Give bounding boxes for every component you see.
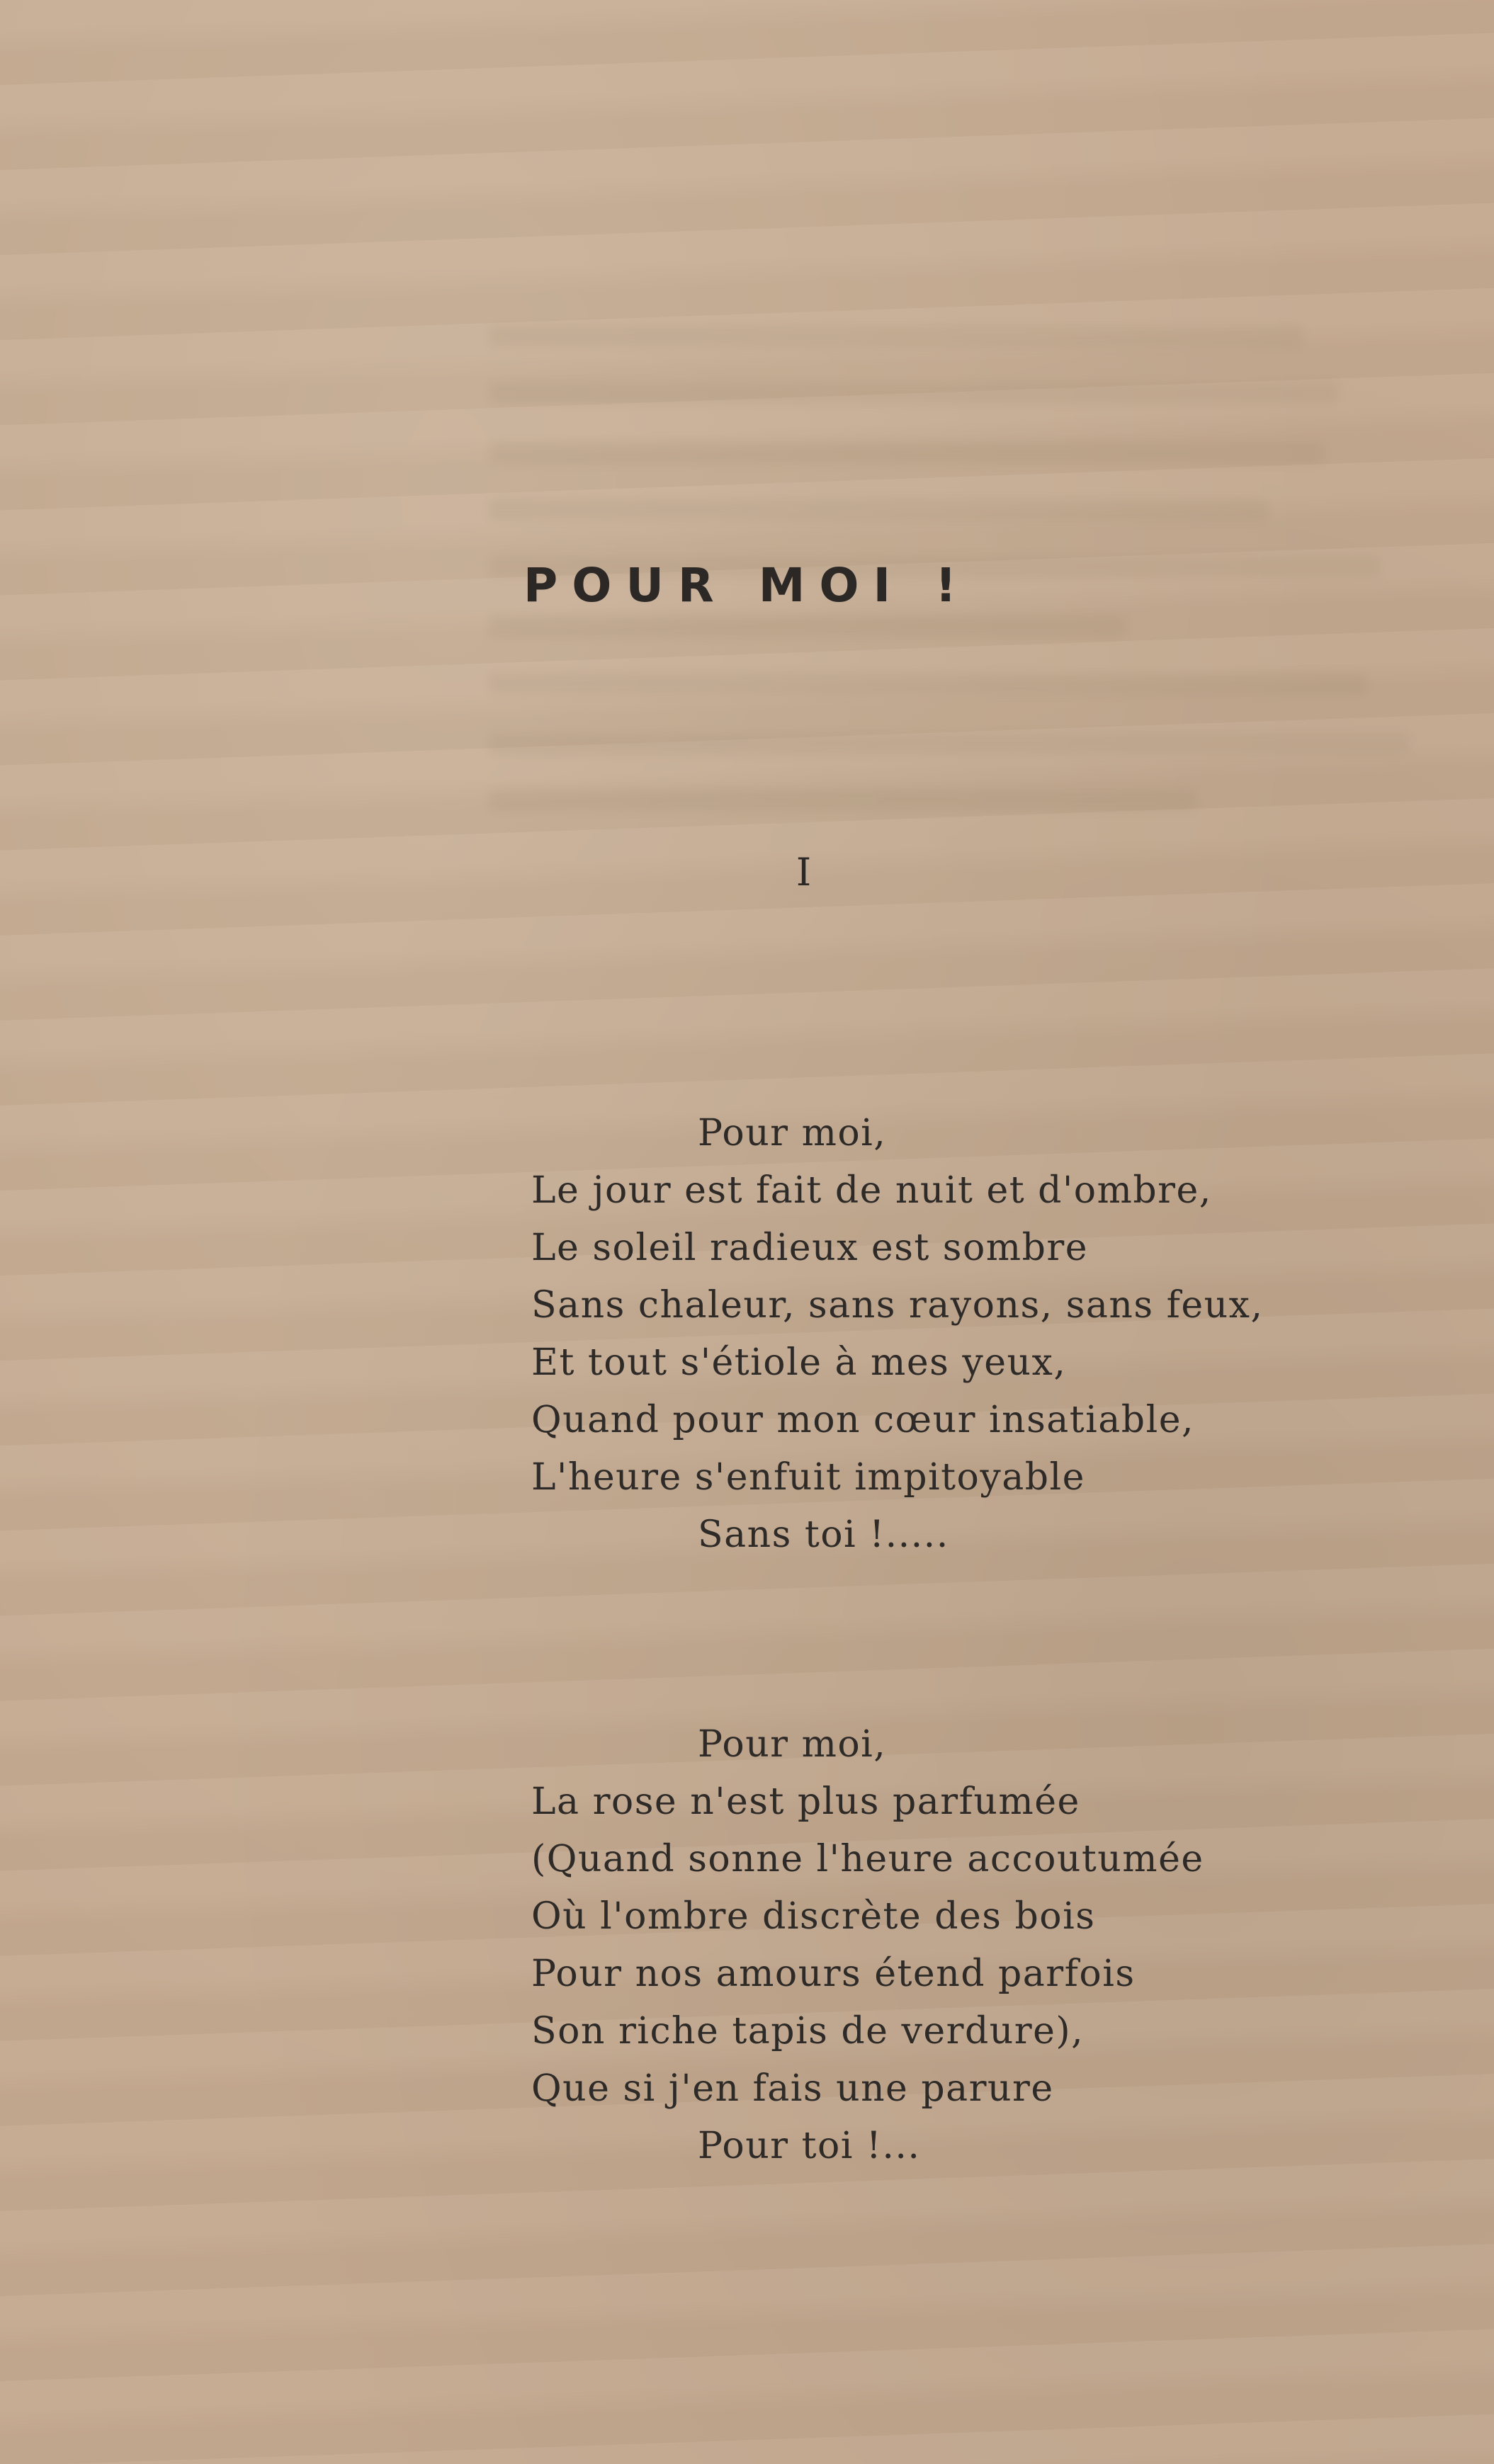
stanza-2 [531, 1716, 1452, 2175]
verse-line: Pour moi, [698, 1723, 887, 1766]
verse-line: Sans chaleur, sans rayons, sans feux, [531, 1284, 1264, 1327]
stanza-1 [531, 1105, 1452, 1564]
verse-line: (Quand sonne l'heure accoutumée [531, 1838, 1204, 1880]
verse-line: La rose n'est plus parfumée [531, 1781, 1080, 1823]
verse-line: Quand pour mon cœur insatiable, [531, 1399, 1195, 1441]
verse-line: Où l'ombre discrète des bois [531, 1895, 1096, 1938]
verse-line: Que si j'en fais une parure [531, 2067, 1054, 2110]
verse-line: Pour nos amours étend parfois [531, 1953, 1136, 1995]
verse-line: Son riche tapis de verdure), [531, 2010, 1085, 2053]
verse-line: Pour moi, [698, 1112, 887, 1154]
verse-line: Et tout s'étiole à mes yeux, [531, 1341, 1067, 1384]
verse-line: Pour toi !... [698, 2125, 921, 2167]
verse-line: Le soleil radieux est sombre [531, 1227, 1089, 1269]
verse-line: Sans toi !..... [698, 1514, 949, 1556]
verse-line: Le jour est fait de nuit et d'ombre, [531, 1169, 1212, 1212]
verse-line: L'heure s'enfuit impitoyable [531, 1456, 1085, 1499]
poem-title: POUR MOI ! [523, 558, 971, 613]
section-number: I [796, 850, 812, 895]
